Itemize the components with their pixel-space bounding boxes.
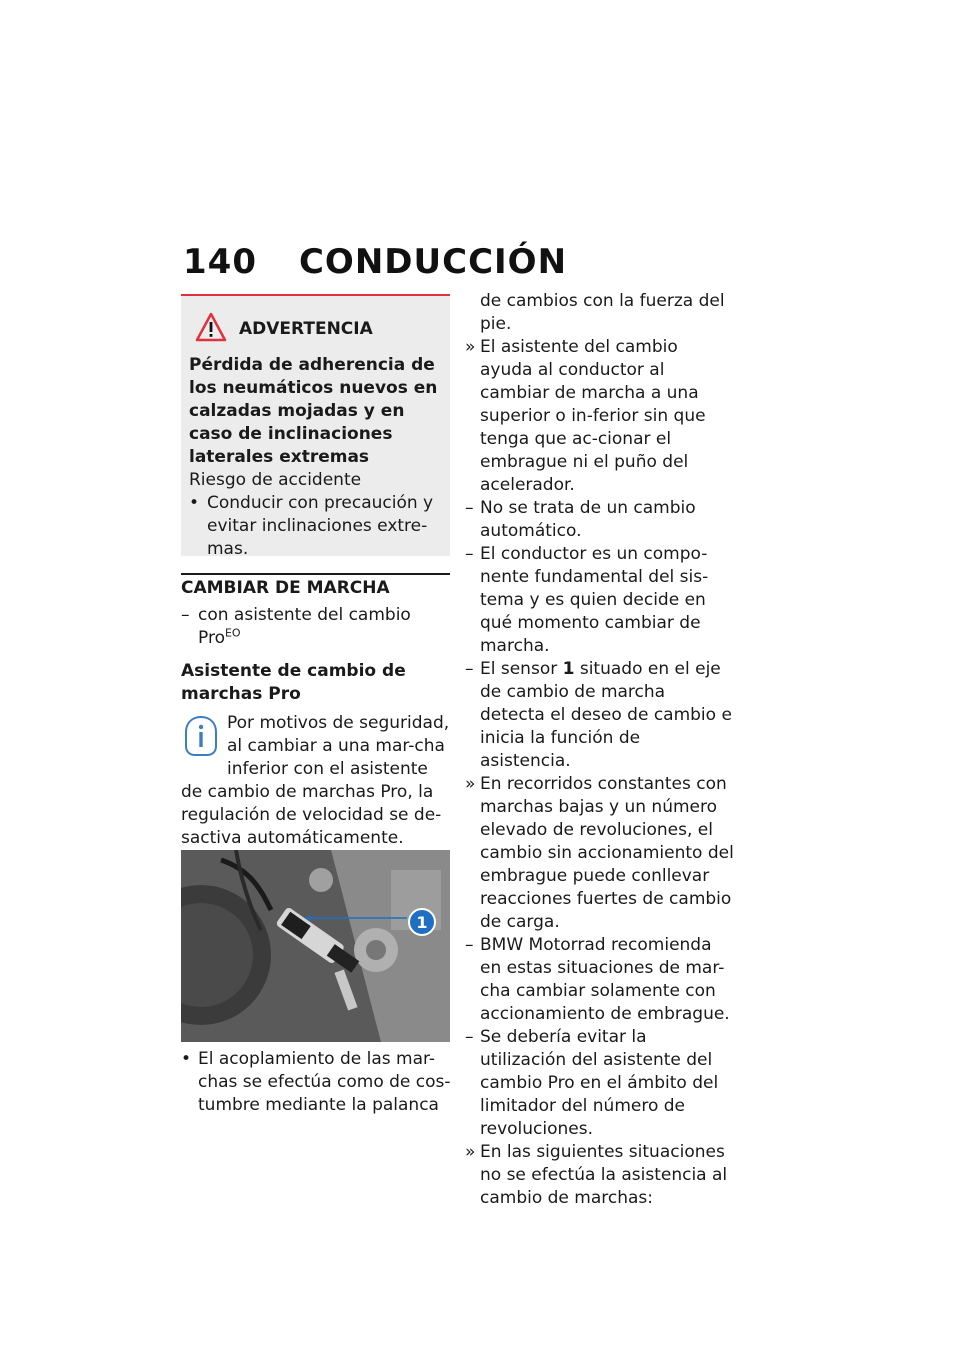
condition-superscript: EO xyxy=(224,626,241,640)
info-icon xyxy=(181,714,221,762)
section-title: CAMBIAR DE MARCHA xyxy=(181,578,390,598)
result-mark: » xyxy=(465,1142,476,1162)
result-item-5-text: En recorridos constantes con marchas bajas y un número elevado de revoluciones, el cambio sin accionamiento del embrague puede conllevar reacciones fuertes de cambio de carga. xyxy=(480,774,734,932)
gear-bullet xyxy=(181,1048,451,1117)
sensor-text-pre: El sensor xyxy=(480,659,563,679)
column-right xyxy=(465,290,735,1210)
dash-mark: – xyxy=(465,659,474,679)
dash-item-3 xyxy=(465,543,735,658)
page-header xyxy=(183,242,567,282)
page-number: 140 xyxy=(183,242,257,282)
dash-item-7 xyxy=(465,1026,735,1141)
dash-mark: – xyxy=(465,544,474,564)
result-item-5 xyxy=(465,773,735,934)
result-mark: » xyxy=(465,337,476,357)
chapter-title: CONDUCCIÓN xyxy=(298,242,568,282)
dash-mark: – xyxy=(465,935,474,955)
warning-bullet-text: Conducir con precaución y evitar inclinaciones extre-mas. xyxy=(207,493,434,559)
photo-callout-1: 1 xyxy=(416,913,428,932)
subheading: Asistente de cambio de marchas Pro xyxy=(181,661,406,704)
dash-item-3-text: El conductor es un compo-nente fundamental del sis-tema y es quien decide en qué momento cambiar de marcha. xyxy=(480,544,709,656)
dash-item-4 xyxy=(465,658,735,773)
gear-sensor-photo xyxy=(181,850,450,1042)
warning-risk: Riesgo de accidente xyxy=(189,470,362,490)
condition-line xyxy=(181,604,451,650)
dash-mark: – xyxy=(181,605,190,625)
result-item-8 xyxy=(465,1141,735,1210)
gear-bullet-text: El acoplamiento de las mar-chas se efectúa como de cos-tumbre mediante la palanca xyxy=(198,1049,451,1115)
warning-title: ADVERTENCIA xyxy=(239,319,373,339)
warning-triangle-icon xyxy=(195,312,227,346)
dash-mark: – xyxy=(465,498,474,518)
dash-item-6 xyxy=(465,934,735,1026)
sensor-callout-number: 1 xyxy=(562,659,575,679)
dash-item-7-text: Se debería evitar la utilización del asistente del cambio Pro en el ámbito del limitador del número de revoluciones. xyxy=(480,1027,719,1139)
column-left xyxy=(181,604,451,850)
dash-item-2 xyxy=(465,497,735,543)
continuation-text: de cambios con la fuerza del pie. xyxy=(480,291,725,334)
info-paragraph xyxy=(181,712,451,850)
dash-item-6-text: BMW Motorrad recomienda en estas situaciones de mar-cha cambiar solamente con accionamiento de embrague. xyxy=(480,935,730,1024)
warning-bullet xyxy=(189,492,442,561)
bullet-mark: • xyxy=(181,1049,192,1069)
dash-mark: – xyxy=(465,1027,474,1047)
warning-heading: Pérdida de adherencia de los neumáticos nuevos en calzadas mojadas y en caso de inclinaciones laterales extremas xyxy=(189,355,438,467)
condition-text: con asistente del cambio Pro xyxy=(198,605,411,648)
sensor-text-post: situado en el eje de cambio de marcha detecta el deseo de cambio e inicia la función de asistencia. xyxy=(480,659,732,771)
result-item-1 xyxy=(465,336,735,497)
section-rule xyxy=(181,573,450,575)
info-text: Por motivos de seguridad, al cambiar a una mar-cha inferior con el asistente de cambio de marchas Pro, la regulación de velocidad se de-sactiva automáticamente. xyxy=(181,713,450,848)
column-left-bottom xyxy=(181,1048,451,1117)
result-item-1-text: El asistente del cambio ayuda al conductor al cambiar de marcha a una superior o in-ferior sin que tenga que ac-cionar el embrague ni el puño del acelerador. xyxy=(480,337,706,495)
result-mark: » xyxy=(465,774,476,794)
dash-item-2-text: No se trata de un cambio automático. xyxy=(480,498,696,541)
result-item-8-text: En las siguientes situaciones no se efectúa la asistencia al cambio de marchas: xyxy=(480,1142,728,1208)
bullet-mark: • xyxy=(189,493,200,513)
warning-box xyxy=(181,294,450,559)
